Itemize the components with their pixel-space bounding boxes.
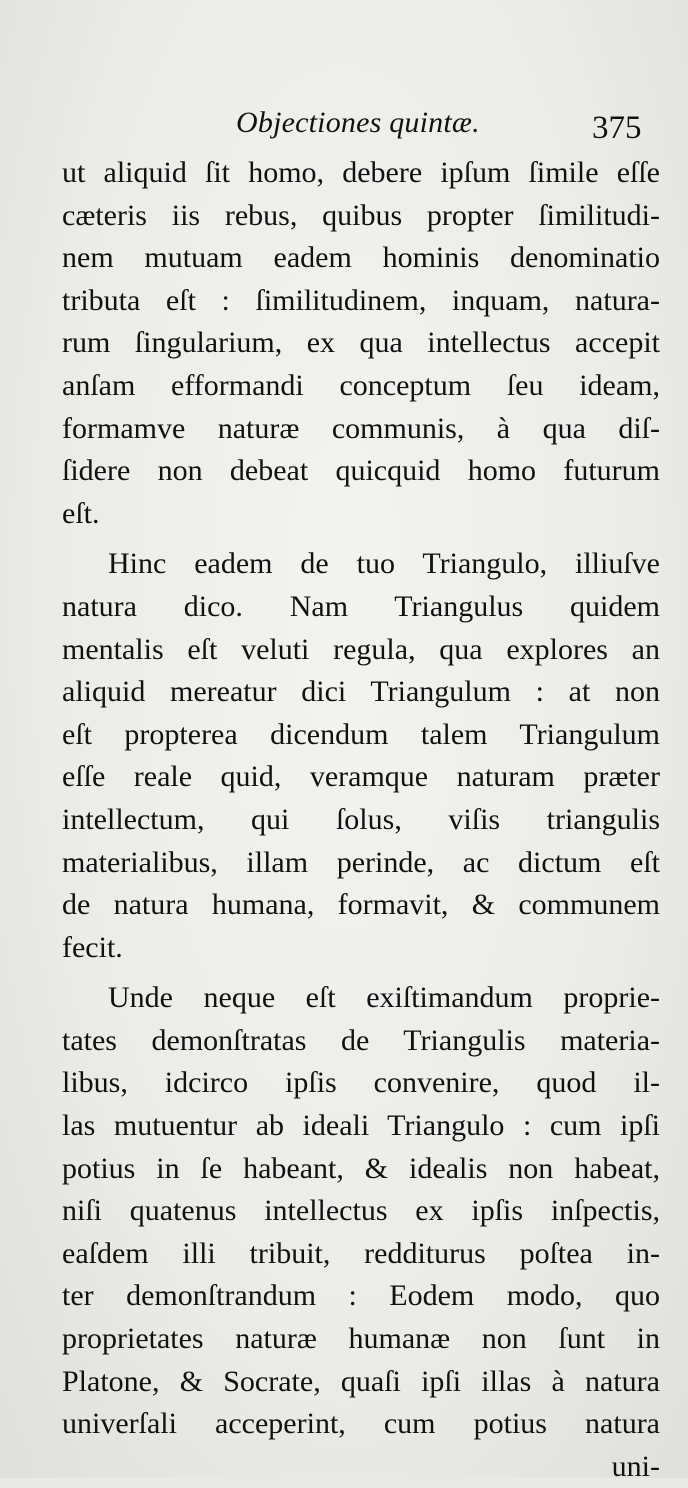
text-line: anſam efformandi conceptum ſeu ideam, — [62, 368, 660, 402]
text-line: eſſe reale quid, veramque naturam præter — [62, 760, 660, 794]
text-line: rum ſingularium, ex qua intellectus accepit — [62, 326, 660, 360]
text-line: proprietates naturæ humanæ non ſunt in — [62, 1322, 660, 1356]
running-title: Objectiones quintæ. — [236, 106, 480, 139]
text-line: ter demonſtrandum : Eodem modo, quo — [62, 1279, 660, 1313]
text-line: formamve naturæ communis, à qua diſ- — [62, 411, 660, 445]
text-line: mentalis eſt veluti regula, qua explores an — [62, 632, 660, 666]
paragraph — [62, 152, 660, 535]
text-line: nem mutuam eadem hominis denominatio — [62, 241, 660, 275]
page-number: 375 — [592, 110, 642, 146]
text-line: eſt. — [62, 496, 100, 530]
page-header — [0, 106, 688, 146]
text-line: niſi quatenus intellectus ex ipſis inſpectis, — [62, 1194, 660, 1228]
text-line: materialibus, illam perinde, ac dictum eſt — [62, 845, 660, 879]
text-line: libus, idcirco ipſis convenire, quod il- — [62, 1066, 660, 1100]
text-line: cæteris iis rebus, quibus propter ſimilitudi- — [62, 198, 660, 232]
text-line: eaſdem illi tribuit, redditurus poſtea in- — [62, 1236, 660, 1270]
text-line: Unde neque eſt exiſtimandum proprie- — [108, 981, 660, 1015]
text-line: tributa eſt : ſimilitudinem, inquam, natura- — [62, 283, 660, 317]
text-line: fecit. — [62, 930, 123, 964]
paragraph — [62, 543, 660, 969]
text-line: Hinc eadem de tuo Triangulo, illiuſve — [108, 547, 660, 581]
text-line: tates demonſtratas de Triangulis materia- — [62, 1023, 660, 1057]
text-line: ut aliquid ſit homo, debere ipſum ſimile eſſe — [62, 156, 660, 189]
text-line: aliquid mereatur dici Triangulum : at non — [62, 675, 660, 709]
text-line: las mutuentur ab ideali Triangulo : cum ipſi — [62, 1109, 660, 1143]
text-line: Platone, & Socrate, quaſi ipſi illas à natura — [62, 1364, 660, 1398]
text-line: ſidere non debeat quicquid homo futurum — [62, 454, 660, 488]
paragraph — [62, 977, 660, 1446]
text-line: univerſali acceperint, cum potius natura — [62, 1407, 660, 1441]
text-line: intellectum, qui ſolus, viſis triangulis — [62, 802, 660, 836]
catchword: uni- — [611, 1449, 660, 1483]
text-line: de natura humana, formavit, & communem — [62, 888, 660, 922]
text-line: potius in ſe habeant, & idealis non habeat, — [62, 1151, 660, 1185]
text-line: natura dico. Nam Triangulus quidem — [62, 589, 660, 623]
text-line: eſt propterea dicendum talem Triangulum — [62, 717, 660, 751]
body-text — [62, 152, 660, 1488]
